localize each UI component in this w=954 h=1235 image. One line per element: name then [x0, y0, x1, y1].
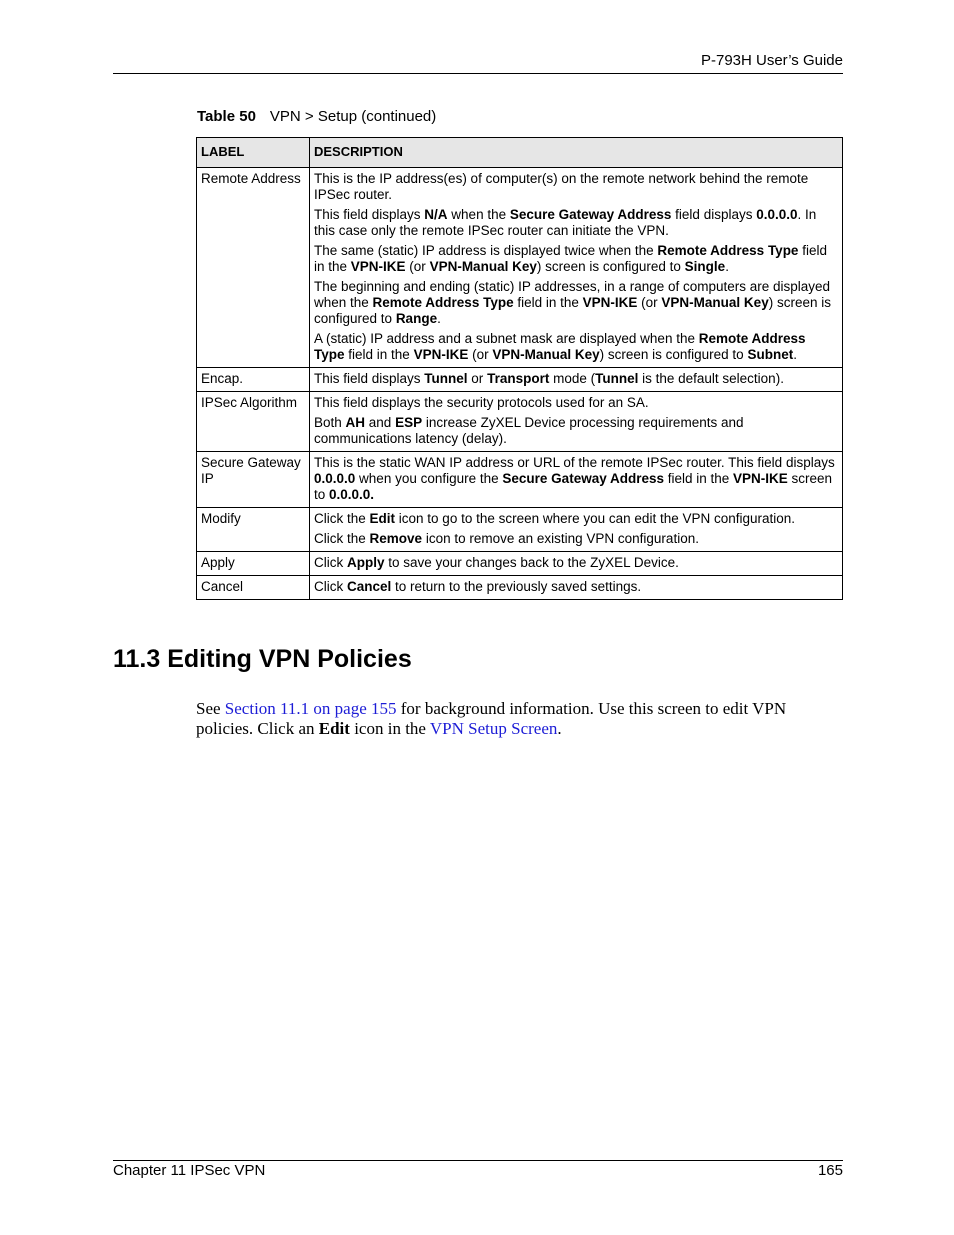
vpn-setup-table — [196, 137, 843, 600]
table-row — [197, 552, 843, 576]
section-paragraph — [196, 699, 816, 739]
table-row — [197, 368, 843, 392]
column-header-label: LABEL — [197, 138, 310, 168]
table-row — [197, 452, 843, 508]
column-header-description: DESCRIPTION — [310, 138, 843, 168]
row-description — [310, 168, 843, 368]
row-label: Cancel — [197, 576, 310, 600]
description-paragraph: This field displays N/A when the Secure Gateway Address field displays 0.0.0.0. In this case only the remote IPSec router can initiate the VPN. — [314, 207, 817, 238]
paragraph-text-see: See — [196, 699, 225, 718]
table-row — [197, 508, 843, 552]
row-label: IPSec Algorithm — [197, 392, 310, 452]
paragraph-text-icon: icon in the — [349, 719, 430, 738]
row-description — [310, 392, 843, 452]
row-label: Remote Address — [197, 168, 310, 368]
description-paragraph: Click Apply to save your changes back to the ZyXEL Device. — [314, 555, 679, 570]
paragraph-text-middle: for background information. Use this screen to edit VPN policies. Click an — [196, 699, 787, 738]
description-paragraph: A (static) IP address and a subnet mask are displayed when the Remote Address Type field in the VPN-IKE (or VPN-Manual Key) screen is configured to Subnet. — [314, 331, 806, 362]
description-paragraph: The beginning and ending (static) IP addresses, in a range of computers are displayed when the Remote Address Type field in the VPN-IKE (or VPN-Manual Key) screen is configured to Range. — [314, 279, 831, 326]
description-paragraph: This field displays the security protocols used for an SA. — [314, 395, 649, 410]
row-description — [310, 452, 843, 508]
description-paragraph: This field displays Tunnel or Transport mode (Tunnel is the default selection). — [314, 371, 784, 386]
vpn-setup-screen-link[interactable]: VPN Setup Screen — [429, 719, 558, 738]
table-row — [197, 576, 843, 600]
section-11-1-link[interactable]: Section 11.1 on page 155 — [224, 699, 397, 718]
description-paragraph: Click the Edit icon to go to the screen where you can edit the VPN configuration. — [314, 511, 796, 526]
header-divider — [113, 73, 843, 74]
table-caption-title: VPN > Setup (continued) — [269, 108, 437, 125]
row-label: Secure Gateway IP — [197, 452, 310, 508]
description-paragraph: The same (static) IP address is displayed twice when the Remote Address Type field in the VPN-IKE (or VPN-Manual Key) screen is configured to Single. — [314, 243, 827, 274]
row-description — [310, 576, 843, 600]
row-description — [310, 552, 843, 576]
table-body — [197, 168, 843, 600]
table-caption-number: Table 50 — [197, 108, 256, 125]
paragraph-edit-term: Edit — [318, 719, 350, 738]
running-header-title: P-793H User’s Guide — [700, 52, 843, 69]
description-paragraph: Click Cancel to return to the previously saved settings. — [314, 579, 642, 594]
description-paragraph: This is the static WAN IP address or URL of the remote IPSec router. This field displays 0.0.0.0 when you configure the Secure Gateway Address field in the VPN-IKE screen to 0.0.0.0. — [314, 455, 835, 502]
row-label: Modify — [197, 508, 310, 552]
row-label: Encap. — [197, 368, 310, 392]
paragraph-text-end: . — [557, 719, 562, 738]
description-paragraph: Click the Remove icon to remove an existing VPN configuration. — [314, 531, 699, 546]
row-label: Apply — [197, 552, 310, 576]
footer-divider — [113, 1160, 843, 1161]
footer-page-number: 165 — [817, 1162, 843, 1179]
description-paragraph: Both AH and ESP increase ZyXEL Device processing requirements and communications latency (delay). — [314, 415, 744, 446]
table-caption — [197, 108, 436, 125]
footer-chapter: Chapter 11 IPSec VPN — [113, 1162, 266, 1179]
section-heading: 11.3 Editing VPN Policies — [113, 645, 412, 673]
row-description — [310, 508, 843, 552]
description-paragraph: This is the IP address(es) of computer(s) on the remote network behind the remote IPSec router. — [314, 171, 809, 202]
table-row — [197, 168, 843, 368]
row-description — [310, 368, 843, 392]
table-header-row — [197, 138, 843, 168]
table-row — [197, 392, 843, 452]
